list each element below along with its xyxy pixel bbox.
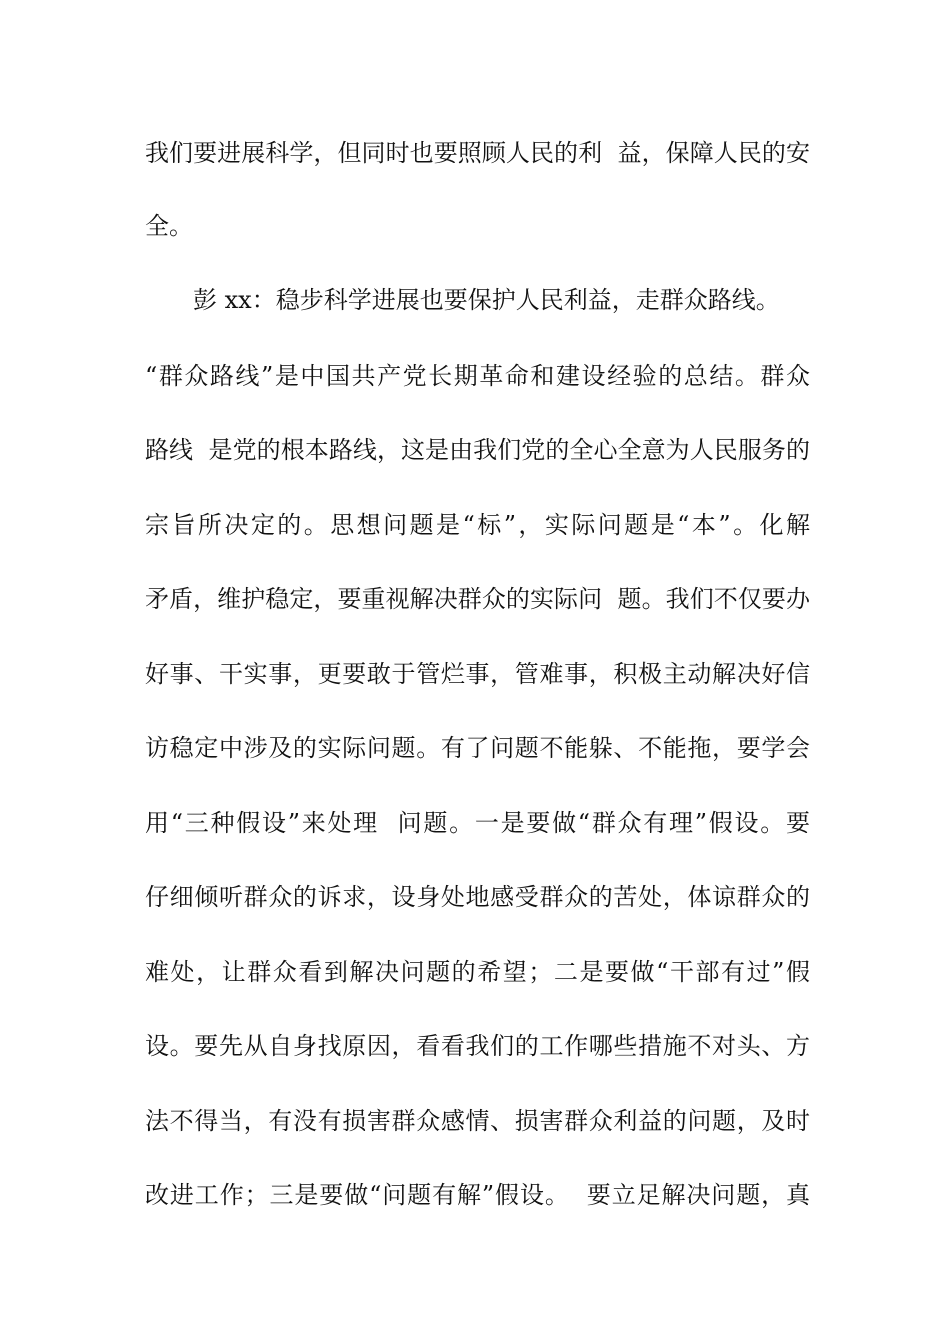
text-line: 好事、干实事，更要敢于管烂事，管难事，积极主动解决好信	[145, 660, 810, 688]
text-line: 改进工作；三是要做“问题有解”假设。 要立足解决问题，真	[145, 1181, 810, 1209]
text-line: 访稳定中涉及的实际问题。有了问题不能躲、不能拖，要学会	[145, 734, 810, 762]
text-line: 我们要进展科学，但同时也要照顾人民的利 益，保障人民的安	[145, 139, 810, 167]
text-line: 法不得当，有没有损害群众感情、损害群众利益的问题，及时	[145, 1107, 810, 1135]
text-line: 宗旨所决定的。思想问题是“标”，实际问题是“本”。化解	[145, 511, 810, 539]
text-line: 难处，让群众看到解决问题的希望；二是要做“干部有过”假	[145, 958, 810, 986]
text-line: 全。	[145, 212, 193, 240]
text-line: “群众路线”是中国共产党长期革命和建设经验的总结。群众	[145, 362, 810, 390]
text-line: 用“三种假设”来处理 问题。一是要做“群众有理”假设。要	[145, 809, 810, 837]
text-line: 矛盾，维护稳定，要重视解决群众的实际问 题。我们不仅要办	[145, 585, 810, 613]
paragraph-start-line: 彭 xx：稳步科学进展也要保护人民利益，走群众路线。	[193, 286, 780, 314]
text-line: 路线 是党的根本路线，这是由我们党的全心全意为人民服务的	[145, 436, 810, 464]
text-line: 设。要先从自身找原因，看看我们的工作哪些措施不对头、方	[145, 1032, 810, 1060]
text-line: 仔细倾听群众的诉求，设身处地感受群众的苦处，体谅群众的	[145, 883, 810, 911]
